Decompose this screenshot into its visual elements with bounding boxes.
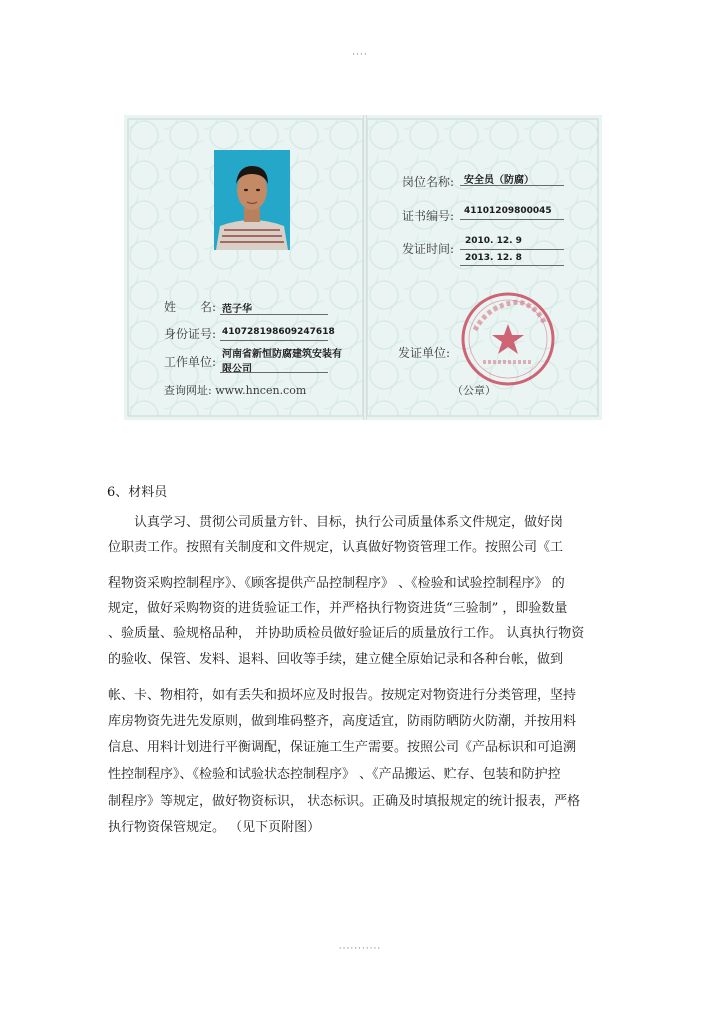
paragraph-line: 程物资采购控制程序》、《顾客提供产品控制程序》 、《检验和试验控制程序》 的	[108, 576, 565, 591]
section-heading: 6、材料员	[107, 485, 168, 500]
seal-label: （公章）	[452, 384, 496, 397]
paragraph-line: 的验收、保管、发料、退料、回收等手续，建立健全原始记录和各种台帐，做到	[108, 652, 564, 667]
name-label: 姓 名:	[164, 300, 217, 314]
employer-value-line2: 限公司	[222, 364, 252, 375]
employer-value-line1: 河南省新恒防腐建筑安装有	[222, 349, 342, 360]
id-number-label: 身份证号:	[164, 327, 217, 341]
paragraph-line: 库房物资先进先发原则，做到堆码整齐，高度适宜，防雨防晒防火防潮，并按用料	[108, 714, 577, 729]
page-header-marks: ····	[352, 50, 368, 60]
certificate-spine	[363, 115, 367, 420]
paragraph-line: 位职责工作。按照有关制度和文件规定，认真做好物资管理工作。按照公司《工	[108, 540, 564, 555]
id-photo	[214, 150, 290, 250]
id-number-value: 410728198609247618	[222, 327, 335, 337]
paragraph-line: 制程序》等规定，做好物资标识， 状态标识。正确及时填报规定的统计报表，严格	[108, 794, 581, 809]
page-footer-marks: ···········	[338, 944, 382, 954]
issue-date-underline	[460, 249, 564, 250]
certificate-number-value: 41101209800045	[464, 206, 552, 216]
official-seal-stamp	[459, 290, 557, 388]
paragraph-line: 、验质量、验规格品种， 并协助质检员做好验证后的质量放行工作。 认真执行物资	[108, 626, 585, 641]
paragraph-line: 帐、卡、物相符，如有丢失和损坏应及时报告。按规定对物资进行分类管理，坚持	[108, 688, 577, 703]
name-underline	[220, 314, 328, 315]
website-label: 查询网址: www.hncen.com	[164, 384, 307, 397]
expire-date-underline	[460, 265, 564, 266]
paragraph-line: 认真学习、贯彻公司质量方针、目标，执行公司质量体系文件规定，做好岗	[108, 515, 564, 530]
issuer-label: 发证单位:	[398, 346, 451, 360]
certificate-number-label: 证书编号:	[402, 209, 455, 223]
employer-label: 工作单位:	[164, 355, 217, 369]
position-label: 岗位名称:	[402, 175, 455, 189]
issue-date-value: 2010. 12. 9	[465, 236, 522, 246]
issue-date-label: 发证时间:	[402, 242, 455, 256]
position-value: 安全员（防腐）	[464, 175, 534, 186]
position-underline	[460, 185, 564, 186]
certificate-number-underline	[460, 219, 564, 220]
name-value: 范子华	[222, 304, 252, 315]
paragraph-line: 性控制程序》、《检验和试验状态控制程序》 、《产品搬运、贮存、包装和防护控	[108, 767, 561, 782]
expire-date-value: 2013. 12. 8	[465, 253, 522, 263]
id-number-underline	[220, 340, 328, 341]
paragraph-line: 规定，做好采购物资的进货验证工作，并严格执行物资进货“三验制” ，即验数量	[108, 601, 568, 616]
certificate-image	[124, 115, 602, 420]
employer-underline	[220, 372, 328, 373]
paragraph-line: 执行物资保管规定。 （见下页附图）	[108, 820, 321, 835]
paragraph-line: 信息、用料计划进行平衡调配，保证施工生产需要。按照公司《产品标识和可追溯	[108, 740, 577, 755]
